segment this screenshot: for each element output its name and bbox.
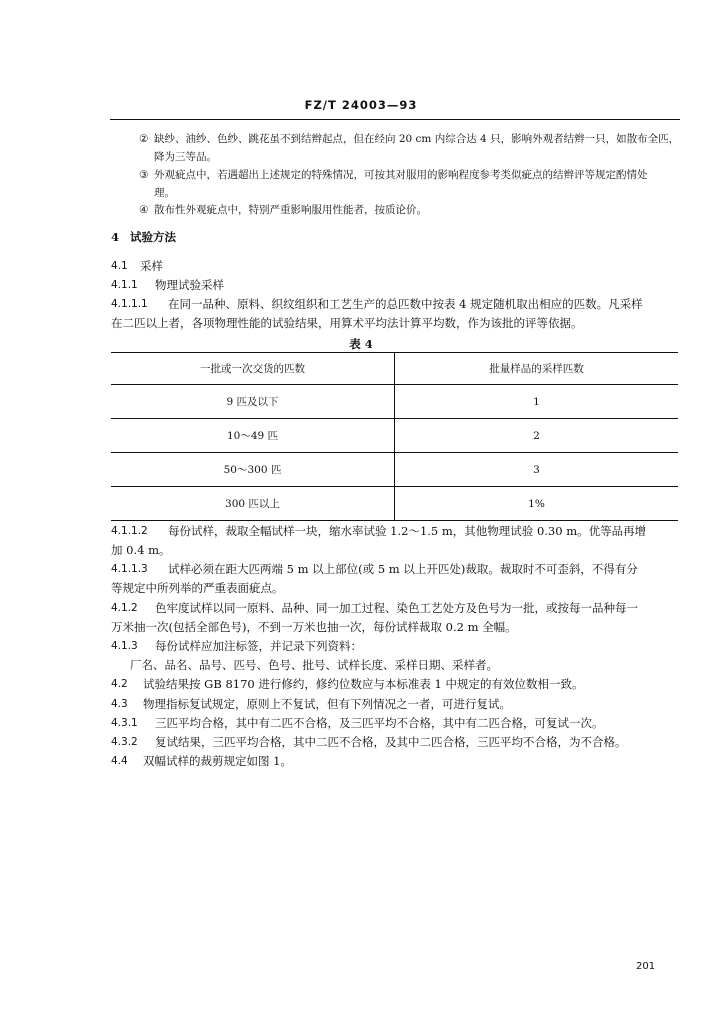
clause-4-1-2-line-1: 色牢度试样以同一原料、品种、同一加工过程、染色工艺处方及色号为一批，或按每一品种每一 [155, 601, 638, 615]
table-header-sample-count: 批量样品的采样匹数 [395, 353, 679, 385]
clause-4-1-3-line-1: 每份试样应加注标签，并记录下列资料： [155, 639, 362, 653]
clause-4-1-1-1-line-1: 在同一品种、原料、织纹组织和工艺生产的总匹数中按表 4 规定随机取出相应的匹数。凡采样 [168, 297, 643, 311]
clause-4-1-1-3-line-2: 等规定中所列举的严重表面疵点。 [111, 581, 284, 595]
table-cell-lot-size: 10～49 匹 [111, 419, 395, 453]
table-cell-lot-size: 300 匹以上 [111, 487, 395, 521]
table-row [111, 453, 678, 487]
table-4 [111, 352, 678, 521]
clause-4-3-1-text: 三匹平均合格，其中有二匹不合格，及三匹平均不合格，其中有二匹合格，可复试一次。 [155, 716, 604, 730]
table-cell-sample-count: 1% [395, 487, 679, 521]
clause-4-1-2-number: 4.1.2 [111, 602, 138, 614]
clause-4-3-text: 物理指标复试规定，原则上不复试，但有下列情况之一者，可进行复试。 [143, 697, 511, 711]
table-cell-lot-size: 9 匹及以下 [111, 385, 395, 419]
clause-4-1-3-number: 4.1.3 [111, 640, 138, 652]
note-marker-4: ④ [139, 204, 149, 216]
page-number: 201 [636, 961, 656, 972]
table-header-row [111, 353, 678, 385]
table-cell-sample-count: 1 [395, 385, 679, 419]
clause-4-1-1-1-number: 4.1.1.1 [111, 298, 148, 310]
clause-4-1-number: 4.1 [111, 260, 128, 272]
section-4-number: 4 [111, 230, 120, 244]
clause-4-1-1-3-number: 4.1.1.3 [111, 563, 148, 575]
clause-4-1-2-line-2: 万米抽一次(包括全部色号)，不到一万米也抽一次，每份试样裁取 0.2 m 全幅。 [111, 620, 517, 634]
note-marker-3: ③ [139, 169, 149, 181]
clause-4-3-1-number: 4.3.1 [111, 717, 138, 729]
clause-4-1-1-2-line-2: 加 0.4 m。 [111, 543, 171, 557]
table-header-lot-size: 一批或一次交货的匹数 [111, 353, 395, 385]
header-rule [110, 119, 680, 120]
clause-4-1-1-title: 物理试验采样 [155, 278, 224, 292]
clause-4-1-1-2-line-1: 每份试样，裁取全幅试样一块，缩水率试验 1.2～1.5 m，其他物理试验 0.30 m。优等品再增 [168, 524, 647, 538]
clause-4-1-1-1-line-2: 在二匹以上者，各项物理性能的试验结果，用算术平均法计算平均数，作为该批的评等依据。 [111, 316, 583, 330]
table-cell-sample-count: 3 [395, 453, 679, 487]
clause-4-1-1-2-number: 4.1.1.2 [111, 525, 148, 537]
note-4-line-1: 散布性外观疵点中，特别严重影响服用性能者，按质论价。 [154, 204, 427, 216]
note-3-line-2: 理。 [154, 187, 175, 199]
clause-4-4-text: 双幅试样的裁剪规定如图 1。 [143, 754, 292, 768]
clause-4-2-text: 试验结果按 GB 8170 进行修约，修约位数应与本标准表 1 中规定的有效位数相一致。 [143, 677, 584, 691]
clause-4-1-title: 采样 [140, 259, 163, 273]
table-row [111, 487, 678, 521]
section-4-title: 试验方法 [130, 230, 176, 244]
note-2-line-1: 缺纱、油纱、色纱、跳花虽不到结辫起点，但在经向 20 cm 内综合达 4 只，影响外观者结辫一只，如散布全匹， [154, 133, 680, 145]
clause-4-4-number: 4.4 [111, 755, 128, 767]
note-marker-2: ② [139, 133, 149, 145]
clause-4-1-1-number: 4.1.1 [111, 279, 138, 291]
note-3-line-1: 外观疵点中，若遇超出上述规定的特殊情况，可按其对服用的影响程度参考类似疵点的结辫评等规定酌情处 [154, 169, 648, 181]
clause-4-1-3-line-2: 厂名、品名、品号、匹号、色号、批号、试样长度、采样日期、采样者。 [130, 658, 498, 672]
note-2-line-2: 降为三等品。 [154, 151, 217, 163]
clause-4-3-number: 4.3 [111, 698, 128, 710]
table-row [111, 419, 678, 453]
table-4-caption: 表 4 [349, 337, 373, 351]
clause-4-3-2-number: 4.3.2 [111, 736, 138, 748]
table-cell-lot-size: 50～300 匹 [111, 453, 395, 487]
clause-4-1-1-3-line-1: 试样必须在距大匹两端 5 m 以上部位(或 5 m 以上开匹处)裁取。裁取时不可歪斜，不得有分 [168, 562, 638, 576]
table-row [111, 385, 678, 419]
standard-code-header: FZ/T 24003—93 [304, 98, 418, 112]
table-cell-sample-count: 2 [395, 419, 679, 453]
clause-4-2-number: 4.2 [111, 678, 128, 690]
clause-4-3-2-text: 复试结果，三匹平均合格，其中二匹不合格，及其中二匹合格，三匹平均不合格，为不合格。 [155, 735, 627, 749]
